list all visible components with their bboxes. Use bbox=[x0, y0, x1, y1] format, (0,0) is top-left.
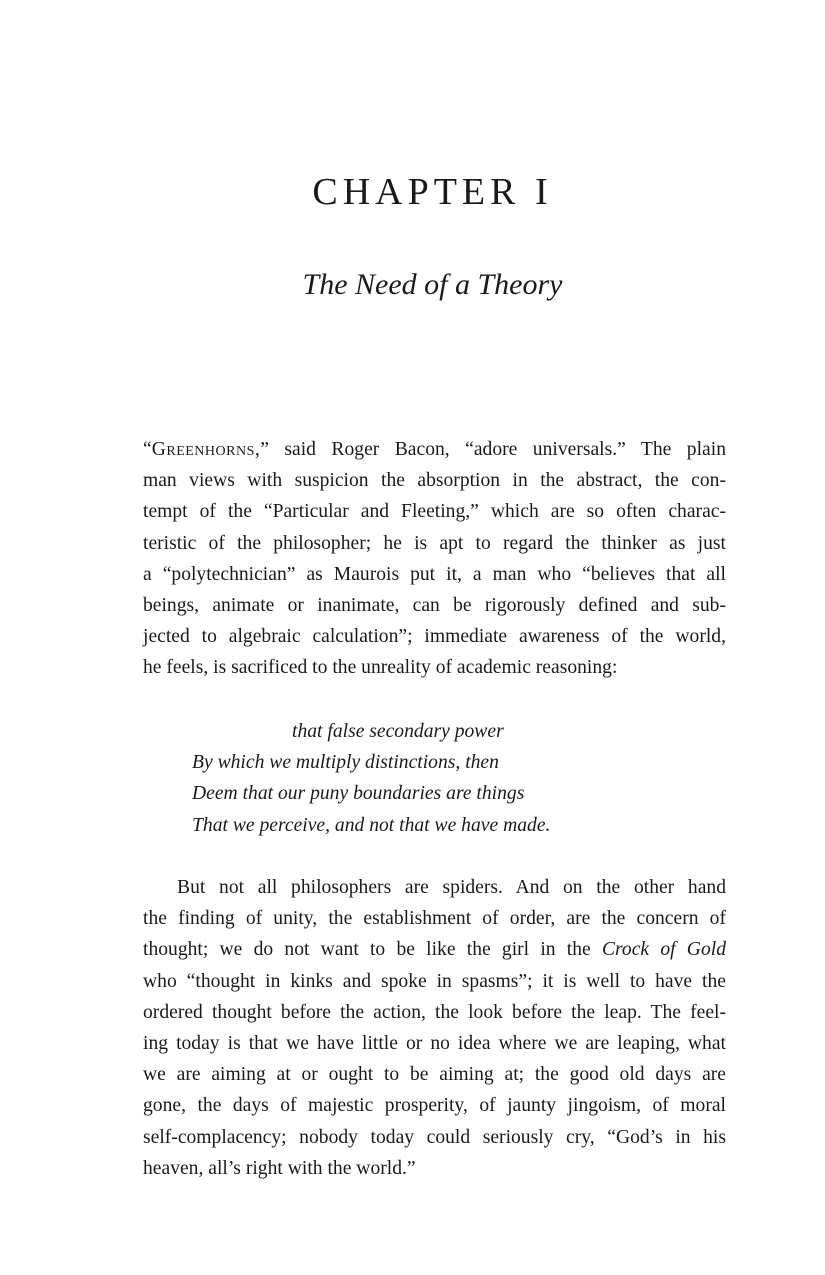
paragraph-line: heaven, all’s right with the world.” bbox=[143, 1157, 416, 1179]
verse-line: That we perceive, and not that we have made. bbox=[192, 814, 551, 836]
verse-line: Deem that our puny boundaries are things bbox=[192, 783, 525, 805]
verse-line: that false secondary power bbox=[292, 721, 504, 742]
paragraph-line: man views with suspicion the absorption in the abstract, the con- bbox=[143, 470, 726, 492]
paragraph-line: who “thought in kinks and spoke in spasms”; it is well to have the bbox=[143, 970, 726, 992]
book-title-italic: Crock of Gold bbox=[601, 939, 726, 961]
paragraph-line: But not all philosophers are spiders. And on the other hand bbox=[177, 877, 726, 898]
paragraph-line bbox=[143, 934, 726, 965]
open-quote: “ bbox=[143, 439, 152, 460]
paragraph-line: gone, the days of majestic prosperity, of jaunty jingoism, of moral bbox=[143, 1095, 726, 1117]
line-text: thought; we do not want to be like the girl in the bbox=[143, 939, 602, 961]
paragraph-line: jected to algebraic calculation”; immediate awareness of the world, bbox=[143, 626, 726, 648]
paragraph-line: beings, animate or inanimate, can be rigorously defined and sub- bbox=[143, 595, 726, 617]
verse-quotation bbox=[192, 716, 642, 841]
line-rest: ” said Roger Bacon, “adore universals.” The plain bbox=[260, 439, 726, 460]
lead-smallcaps: Greenhorns, bbox=[151, 439, 261, 460]
paragraph-line: ordered thought before the action, the look before the leap. The feel- bbox=[143, 1001, 726, 1023]
paragraph-1 bbox=[143, 434, 726, 684]
paragraph-line: he feels, is sacrificed to the unreality of academic reasoning: bbox=[143, 657, 618, 679]
paragraph-line: we are aiming at or ought to be aiming at; the good old days are bbox=[143, 1064, 726, 1086]
paragraph-line: self-complacency; nobody today could seriously cry, “God’s in his bbox=[143, 1126, 726, 1148]
chapter-number: CHAPTER I bbox=[312, 171, 553, 213]
paragraph-line: a “polytechnician” as Maurois put it, a man who “believes that all bbox=[143, 563, 726, 585]
paragraph-line: tempt of the “Particular and Fleeting,” which are so often charac- bbox=[143, 501, 726, 523]
paragraph-line bbox=[143, 434, 726, 465]
paragraph-line: teristic of the philosopher; he is apt to regard the thinker as just bbox=[143, 532, 726, 554]
paragraph-line: ing today is that we have little or no idea where we are leaping, what bbox=[143, 1033, 726, 1055]
paragraph-line: the finding of unity, the establishment of order, are the concern of bbox=[143, 908, 726, 930]
paragraph-2 bbox=[143, 872, 726, 1184]
verse-line: By which we multiply distinctions, then bbox=[192, 752, 499, 774]
chapter-title: The Need of a Theory bbox=[302, 268, 563, 301]
